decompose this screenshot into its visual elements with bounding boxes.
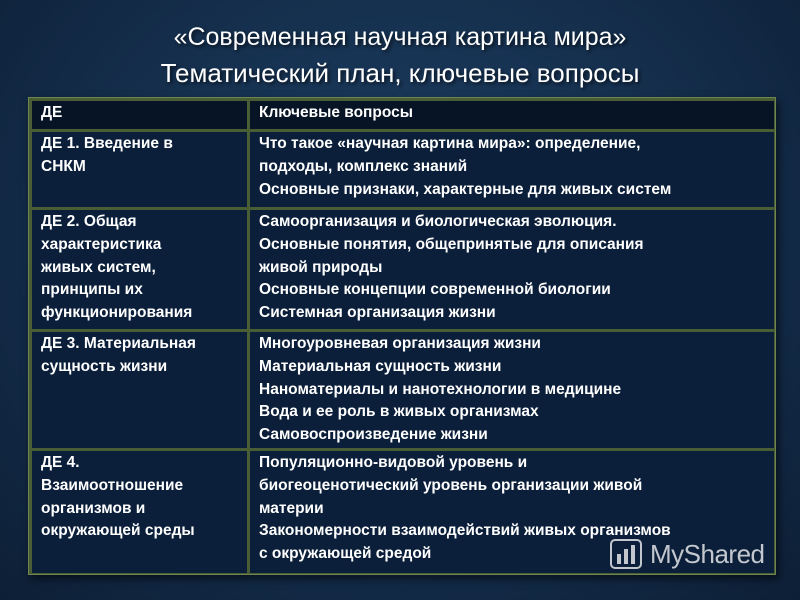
row2-question: живой природы	[259, 258, 383, 276]
row4-question: с окружающей средой	[259, 545, 432, 563]
row4-question: материи	[259, 499, 324, 517]
row3-question: Материальная сущность жизни	[259, 357, 502, 375]
slide-title-line1: «Современная научная картина мира»	[173, 23, 627, 51]
slide-title-line2: Тематический план, ключевые вопросы	[160, 58, 640, 88]
header-questions-label: Ключевые вопросы	[259, 104, 414, 121]
thematic-plan-table	[28, 97, 776, 575]
row1-question: подходы, комплекс знаний	[259, 157, 468, 175]
row3-de-line: сущность жизни	[41, 357, 168, 375]
row1-de-line: ДЕ 1. Введение в	[41, 135, 173, 152]
row4-question: биогеоценотический уровень организации живой	[259, 476, 643, 494]
table-row-1-de	[32, 132, 247, 207]
table-header-questions	[250, 101, 774, 129]
row2-de-line: характеристика	[41, 235, 162, 253]
row2-de-line: живых систем,	[41, 258, 156, 276]
table-row-2-de	[32, 210, 247, 329]
row4-de-line: организмов и	[41, 499, 146, 517]
table-header-de	[32, 101, 247, 129]
watermark-text: MyShared	[650, 538, 765, 569]
row3-question: Многоуровневая организация жизни	[259, 335, 541, 352]
row2-de-line: принципы их	[41, 281, 143, 299]
table-row-3-de	[32, 332, 247, 448]
row2-question: Основные понятия, общепринятые для описания	[259, 235, 644, 253]
table-row-4-de	[32, 451, 247, 573]
row4-de-line: Взаимоотношение	[41, 476, 184, 494]
row4-de-line: окружающей среды	[41, 522, 195, 540]
row3-question: Вода и ее роль в живых организмах	[259, 403, 539, 421]
row1-question: Основные признаки, характерные для живых систем	[259, 180, 672, 198]
row2-question: Системная организация жизни	[259, 304, 496, 322]
row1-question: Что такое «научная картина мира»: определение,	[259, 135, 641, 152]
table-row-2-questions	[250, 210, 774, 329]
header-de-label: ДЕ	[41, 104, 63, 121]
row3-question: Самовоспроизведение жизни	[259, 426, 488, 444]
row2-de-line: функционирования	[41, 304, 193, 322]
table-row-1-questions	[250, 132, 774, 207]
row2-question: Основные концепции современной биологии	[259, 281, 611, 299]
row4-question: Закономерности взаимодействий живых организмов	[259, 522, 671, 540]
row3-de-line: ДЕ 3. Материальная	[41, 335, 196, 352]
table-row-3-questions	[250, 332, 774, 448]
row2-de-line: ДЕ 2. Общая	[41, 213, 137, 230]
row4-de-line: ДЕ 4.	[41, 454, 80, 471]
chart-icon	[610, 539, 642, 569]
watermark	[610, 537, 765, 571]
row3-question: Наноматериалы и нанотехнологии в медицине	[259, 380, 622, 398]
row1-de-line: СНКМ	[41, 157, 86, 175]
row4-question: Популяционно-видовой уровень и	[259, 454, 528, 471]
row2-question: Самоорганизация и биологическая эволюция.	[259, 213, 617, 230]
